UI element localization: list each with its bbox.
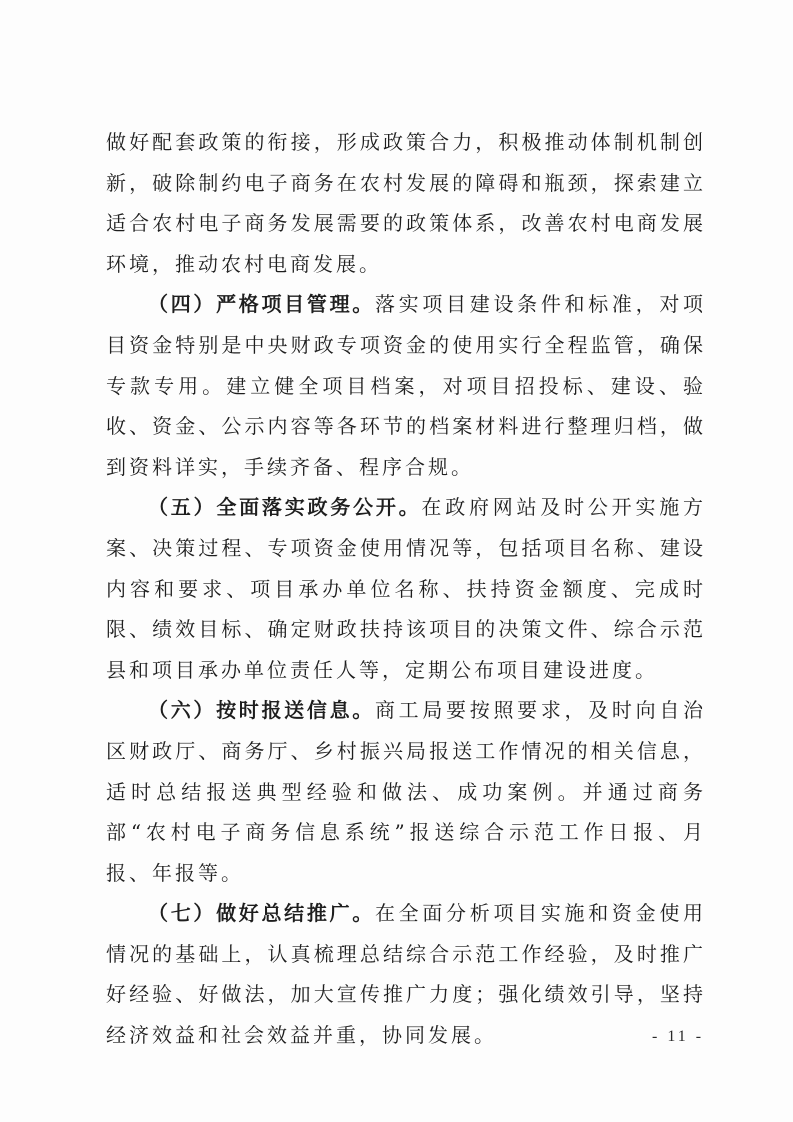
paragraph-text: 在全面分析项目实施和资金使用情况的基础上，认真梳理总结综合示范工作经验，及时推广好经验、好做法，加大宣传推广力度；强化绩效引导，坚持经济效益和社会效益并重，协同发展。 — [106, 901, 707, 1048]
paragraph-text: 落实项目建设条件和标准，对项目资金特别是中央财政专项资金的使用实行全程监管，确保专款专用。建立健全项目档案，对项目招投标、建设、验收、资金、公示内容等各环节的档案材料进行整理归档，做到资料详实，手续齐备、程序合规。 — [106, 292, 707, 479]
document-body — [106, 122, 706, 1056]
section-heading-4: （四）严格项目管理。 — [148, 292, 375, 317]
section-heading-5: （五）全面落实政务公开。 — [148, 495, 422, 520]
paragraph-project-management — [106, 284, 706, 487]
paragraph-government-transparency — [106, 487, 706, 690]
paragraph-text: 做好配套政策的衔接，形成政策合力，积极推动体制机制创新，破除制约电子商务在农村发展的障碍和瓶颈，探索建立适合农村电子商务发展需要的政策体系，改善农村电商发展环境，推动农村电商发展。 — [106, 130, 706, 276]
paragraph-information-reporting — [106, 690, 706, 893]
paragraph-summary-promotion — [106, 893, 706, 1055]
page-number: - 11 - — [652, 1028, 705, 1045]
paragraph-text: 商工局要按照要求，及时向自治区财政厅、商务厅、乡村振兴局报送工作情况的相关信息，适时总结报送典型经验和做法、成功案例。并通过商务部“农村电子商务信息系统”报送综合示范工作日报、月报、年报等。 — [106, 698, 707, 885]
paragraph-policy-environment — [106, 122, 706, 284]
paragraph-text: 在政府网站及时公开实施方案、决策过程、专项资金使用情况等，包括项目名称、建设内容和要求、项目承办单位名称、扶持资金额度、完成时限、绩效目标、确定财政扶持该项目的决策文件、综合示范县和项目承办单位责任人等，定期公布项目建设进度。 — [106, 495, 707, 682]
section-heading-7: （七）做好总结推广。 — [148, 901, 375, 926]
section-heading-6: （六）按时报送信息。 — [148, 698, 375, 723]
